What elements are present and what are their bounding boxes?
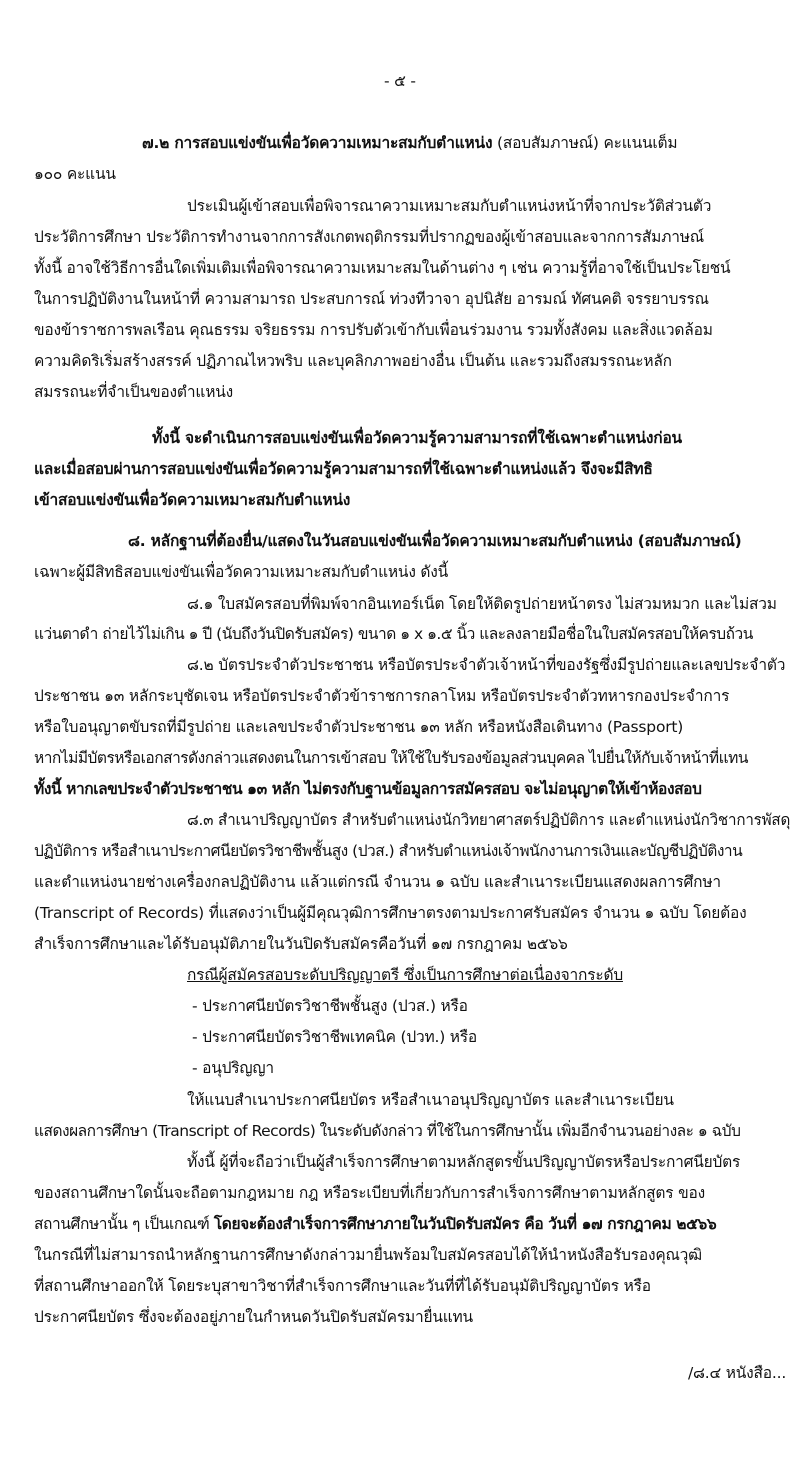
bold-note-line: ทั้งนี้ จะดำเนินการสอบแข่งขันเพื่อวัดความรู้ความสามารถที่ใช้เฉพาะตำแหน่งก่อน bbox=[152, 429, 682, 447]
section-7-2-heading-rest: (สอบสัมภาษณ์) คะแนนเต็ม bbox=[492, 134, 678, 152]
section-7-2-heading: ๗.๒ การสอบแข่งขันเพื่อวัดความเหมาะสมกับตำแหน่ง bbox=[142, 134, 493, 152]
section-7-2-body-line: ในการปฏิบัติงานในหน้าที่ ความสามารถ ประสบการณ์ ท่วงทีวาจา อุปนิสัย อารมณ์ ทัศนคติ จรรยาบรรณ bbox=[34, 290, 709, 308]
continuation-text: /๘.๔ หนังสือ... bbox=[688, 1364, 787, 1382]
section-7-2-heading-line bbox=[142, 132, 677, 154]
item-8-2-line: ประชาชน ๑๓ หลักระบุชัดเจน หรือบัตรประจำตัวข้าราชการกลาโหม หรือบัตรประจำตัวทหารกองประจำการ bbox=[34, 687, 730, 705]
section-7-2-score: ๑๐๐ คะแนน bbox=[34, 165, 116, 183]
section-8-heading: ๘. หลักฐานที่ต้องยื่น/แสดงในวันสอบแข่งขันเพื่อวัดความเหมาะสมกับตำแหน่ง (สอบสัมภาษณ์) bbox=[128, 532, 742, 550]
page-number: - ๕ - bbox=[384, 72, 416, 90]
section-7-2-body-line: ของข้าราชการพลเรือน คุณธรรม จริยธรรม การปรับตัวเข้ากับเพื่อนร่วมงาน รวมทั้งสังคม และสิ่งแวดล้อม bbox=[34, 321, 713, 339]
section-7-2-body-line: ประวัติการศึกษา ประวัติการทำงานจากการสังเกตพฤติกรรมที่ปรากฏของผู้เข้าสอบและจากการสัมภาษณ์ bbox=[34, 228, 704, 246]
bold-note-line: เข้าสอบแข่งขันเพื่อวัดความเหมาะสมกับตำแหน่ง bbox=[34, 491, 351, 509]
case-item: - อนุปริญญา bbox=[192, 1059, 274, 1077]
item-8-1-line: ๘.๑ ใบสมัครสอบที่พิมพ์จากอินเทอร์เน็ต โดยให้ติดรูปถ่ายหน้าตรง ไม่สวมหมวก และไม่สวม bbox=[187, 595, 777, 613]
note-rest-line: ประกาศนียบัตร ซึ่งจะต้องอยู่ภายในกำหนดวันปิดรับสมัครมายื่นแทน bbox=[34, 1308, 473, 1326]
note-line-3 bbox=[34, 1213, 716, 1235]
item-8-3-line: (Transcript of Records) ที่แสดงว่าเป็นผู้มีคุณวุฒิการศึกษาตรงตามประกาศรับสมัคร จำนวน ๑ ฉบับ โดยต้อง bbox=[34, 904, 747, 922]
note-line: ของสถานศึกษาใดนั้นจะถือตามกฎหมาย กฎ หรือระเบียบที่เกี่ยวกับการสำเร็จการศึกษาตามหลักสูตร ของ bbox=[34, 1184, 705, 1202]
case-heading: กรณีผู้สมัครสอบระดับปริญญาตรี ซึ่งเป็นการศึกษาต่อเนื่องจากระดับ bbox=[187, 966, 623, 984]
note-rest-line: ที่สถานศึกษาออกให้ โดยระบุสาขาวิชาที่สำเร็จการศึกษาและวันที่ที่ได้รับอนุมัติปริญญาบัตร หรือ bbox=[34, 1277, 651, 1295]
section-7-2-body-line: ทั้งนี้ อาจใช้วิธีการอื่นใดเพิ่มเติมเพื่อพิจารณาความเหมาะสมในด้านต่าง ๆ เช่น ความรู้ที่อาจใช้เป็นประโยชน์ bbox=[34, 259, 731, 277]
note-line-3-plain: สถานศึกษานั้น ๆ เป็นเกณฑ์ bbox=[34, 1215, 214, 1233]
item-8-3-line: ๘.๓ สำเนาปริญญาบัตร สำหรับตำแหน่งนักวิทยาศาสตร์ปฏิบัติการ และตำแหน่งนักวิชาการพัสดุ bbox=[187, 811, 791, 829]
item-8-2-line: ๘.๒ บัตรประจำตัวประชาชน หรือบัตรประจำตัวเจ้าหน้าที่ของรัฐซึ่งมีรูปถ่ายและเลขประจำตัว bbox=[187, 656, 786, 674]
attach-line: แสดงผลการศึกษา (Transcript of Records) ในระดับดังกล่าว ที่ใช้ในการศึกษานั้น เพิ่มอีกจำนวนอย่างละ ๑ ฉบับ bbox=[34, 1122, 741, 1140]
section-7-2-body-line: สมรรถนะที่จำเป็นของตำแหน่ง bbox=[34, 383, 233, 401]
item-8-3-line: และตำแหน่งนายช่างเครื่องกลปฏิบัติงาน แล้วแต่กรณี จำนวน ๑ ฉบับ และสำเนาระเบียนแสดงผลการศึกษา bbox=[34, 873, 721, 891]
item-8-1-line: แว่นตาดำ ถ่ายไว้ไม่เกิน ๑ ปี (นับถึงวันปิดรับสมัคร) ขนาด ๑ x ๑.๕ นิ้ว และลงลายมือชื่อในใบสมัครสอบให้ครบถ้วน bbox=[34, 625, 753, 643]
section-7-2-body-line: ประเมินผู้เข้าสอบเพื่อพิจารณาความเหมาะสมกับตำแหน่งหน้าที่จากประวัติส่วนตัว bbox=[187, 197, 712, 215]
case-item: - ประกาศนียบัตรวิชาชีพชั้นสูง (ปวส.) หรือ bbox=[192, 997, 468, 1015]
attach-line: ให้แนบสำเนาประกาศนียบัตร หรือสำเนาอนุปริญญาบัตร และสำเนาระเบียน bbox=[187, 1091, 674, 1109]
bold-note-line: และเมื่อสอบผ่านการสอบแข่งขันเพื่อวัดความรู้ความสามารถที่ใช้เฉพาะตำแหน่งแล้ว จึงจะมีสิทธิ bbox=[34, 460, 653, 478]
note-line: ทั้งนี้ ผู้ที่จะถือว่าเป็นผู้สำเร็จการศึกษาตามหลักสูตรขั้นปริญญาบัตรหรือประกาศนียบัตร bbox=[187, 1153, 741, 1171]
section-8-intro: เฉพาะผู้มีสิทธิสอบแข่งขันเพื่อวัดความเหมาะสมกับตำแหน่ง ดังนี้ bbox=[34, 563, 449, 581]
item-8-2-bold-note: ทั้งนี้ หากเลขประจำตัวประชาชน ๑๓ หลัก ไม่ตรงกับฐานข้อมูลการสมัครสอบ จะไม่อนุญาตให้เข้าห้องสอบ bbox=[34, 780, 702, 798]
item-8-2-line: หากไม่มีบัตรหรือเอกสารดังกล่าวแสดงตนในการเข้าสอบ ให้ใช้ใบรับรองข้อมูลส่วนบุคคล ไปยื่นให้กับเจ้าหน้าที่แทน bbox=[34, 749, 748, 767]
case-item: - ประกาศนียบัตรวิชาชีพเทคนิค (ปวท.) หรือ bbox=[192, 1028, 478, 1046]
note-rest-line: ในกรณีที่ไม่สามารถนำหลักฐานการศึกษาดังกล่าวมายื่นพร้อมใบสมัครสอบได้ให้นำหนังสือรับรองคุณวุฒิ bbox=[34, 1246, 702, 1264]
section-7-2-body-line: ความคิดริเริ่มสร้างสรรค์ ปฏิภาณไหวพริบ และบุคลิกภาพอย่างอื่น เป็นต้น และรวมถึงสมรรถนะหลัก bbox=[34, 352, 672, 370]
note-line-3-bold: โดยจะต้องสำเร็จการศึกษาภายในวันปิดรับสมัคร คือ วันที่ ๑๗ กรกฎาคม ๒๕๖๖ bbox=[213, 1215, 717, 1233]
item-8-3-line: สำเร็จการศึกษาและได้รับอนุมัติภายในวันปิดรับสมัครคือวันที่ ๑๗ กรกฎาคม ๒๕๖๖ bbox=[34, 935, 568, 953]
item-8-3-line: ปฏิบัติการ หรือสำเนาประกาศนียบัตรวิชาชีพชั้นสูง (ปวส.) สำหรับตำแหน่งเจ้าพนักงานการเงินและบัญชีปฏิบัติงาน bbox=[34, 842, 743, 860]
item-8-2-line: หรือใบอนุญาตขับรถที่มีรูปถ่าย และเลขประจำตัวประชาชน ๑๓ หลัก หรือหนังสือเดินทาง (Passport) bbox=[34, 718, 684, 736]
